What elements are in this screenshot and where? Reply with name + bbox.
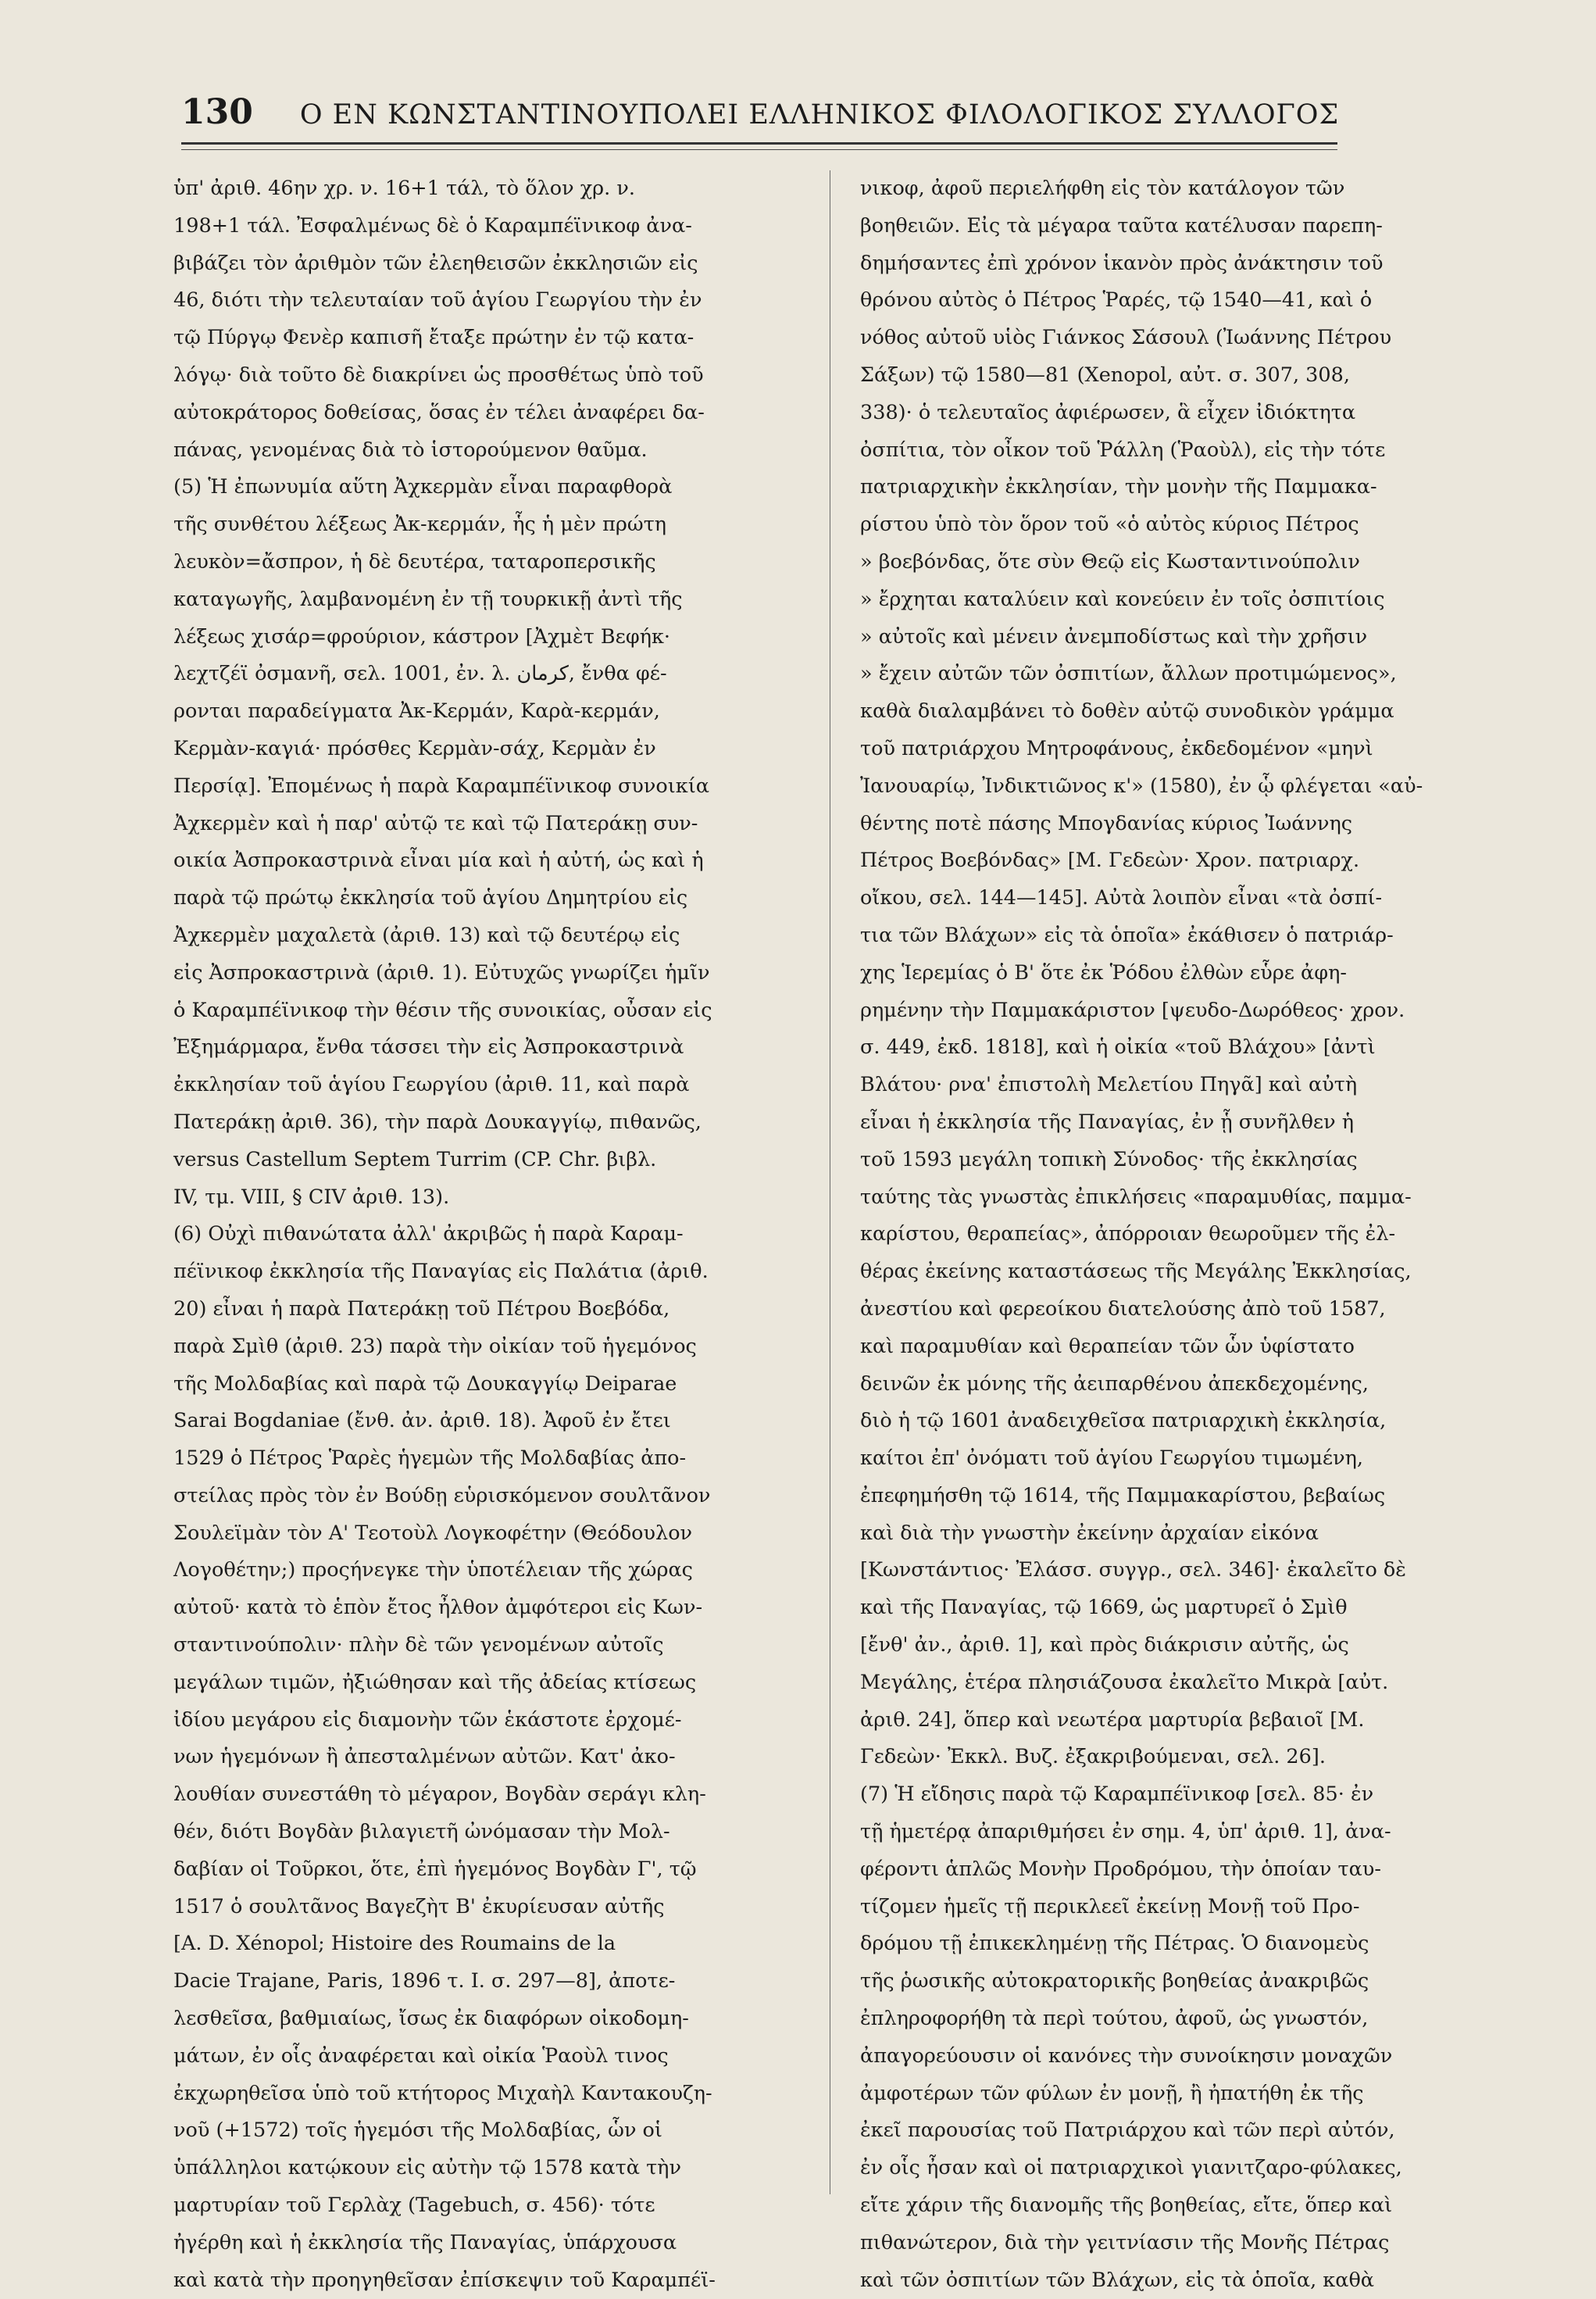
text-line: ταύτης τὰς γνωστὰς ἐπικλήσεις «παραμυθίας, παμμα- (860, 1185, 1412, 1209)
text-line: ἐπεφημήσθη τῷ 1614, τῆς Παμμακαρίστου, βεβαίως (860, 1483, 1386, 1507)
text-line: νόθος αὐτοῦ υἱὸς Γιάνκος Σάσουλ (Ἰωάννης Πέτρου (860, 326, 1392, 350)
text-line: δεινῶν ἐκ μόνης τῆς ἀειπαρθένου ἀπεκδεχομένης, (860, 1371, 1369, 1396)
text-line: 1529 ὁ Πέτρος Ῥαρὲς ἡγεμὼν τῆς Μολδαβίας ἀπο- (173, 1446, 687, 1471)
text-line: μάτων, ἐν οἷς ἀναφέρεται καὶ οἰκία Ῥαοὺλ τινος (173, 2043, 669, 2068)
text-line: ἰδίου μεγάρου εἰς διαμονὴν τῶν ἑκάστοτε ἐρχομέ- (173, 1707, 682, 1732)
text-line: στείλας πρὸς τὸν ἐν Βούδῃ εὑρισκόμενον σουλτᾶνον (173, 1483, 711, 1507)
header-rule-thin (181, 149, 1337, 150)
text-line: δρόμου τῇ ἐπικεκλημένῃ τῆς Πέτρας. Ὁ διανομεὺς (860, 1932, 1369, 1956)
text-line: Sarai Bogdaniae (ἔνθ. ἀν. ἀριθ. 18). Ἀφοῦ ἐν ἔτει (173, 1409, 671, 1433)
text-line: ἠγέρθη καὶ ἡ ἐκκλησία τῆς Παναγίας, ὑπάρχουσα (173, 2230, 677, 2254)
text-line: [Κωνστάντιος· Ἐλάσσ. συγγρ., σελ. 346]· ἐκαλεῖτο δὲ (860, 1558, 1406, 1582)
text-line: δημήσαντες ἐπὶ χρόνον ἱκανὸν πρὸς ἀνάκτησιν τοῦ (860, 251, 1384, 275)
text-line: λόγῳ· διὰ τοῦτο δὲ διακρίνει ὡς προσθέτως ὑπὸ τοῦ (173, 363, 704, 387)
text-line: αὐτοῦ· κατὰ τὸ ἑπὸν ἔτος ἦλθον ἀμφότεροι εἰς Κων- (173, 1596, 703, 1620)
right-column (860, 170, 1491, 2292)
text-line: τῆς ῥωσικῆς αὐτοκρατορικῆς βοηθείας ἀνακριβῶς (860, 1969, 1369, 1993)
text-line: τίζομεν ἡμεῖς τῇ περικλεεῖ ἐκείνῃ Μονῇ τοῦ Προ- (860, 1894, 1360, 1918)
text-line: (6) Οὐχὶ πιθανώτατα ἀλλ' ἀκριβῶς ἡ παρὰ Καραμ- (173, 1222, 684, 1246)
text-line: νων ἡγεμόνων ἢ ἀπεσταλμένων αὐτῶν. Κατ' ἀκο- (173, 1745, 676, 1769)
text-line: Ἰανουαρίῳ, Ἰνδικτιῶνος κ'» (1580), ἐν ᾧ φλέγεται «αὐ- (860, 774, 1423, 798)
text-line: ἐπληροφορήθη τὰ περὶ τούτου, ἀφοῦ, ὡς γνωστόν, (860, 2007, 1369, 2031)
text-line: τῆς Μολδαβίας καὶ παρὰ τῷ Δουκαγγίῳ Deiparae (173, 1371, 677, 1396)
text-line: Σουλεϊμὰν τὸν Α' Τεοτοὺλ Λογκοφέτην (Θεόδουλον (173, 1521, 693, 1545)
text-line: πάνας, γενομένας διὰ τὸ ἱστορούμενον θαῦμα. (173, 438, 648, 462)
text-line: χης Ἱερεμίας ὁ Β' ὅτε ἐκ Ῥόδου ἐλθὼν εὗρε ἀφη- (860, 960, 1347, 985)
text-line: ἐκκλησίαν τοῦ ἁγίου Γεωργίου (ἀριθ. 11, καὶ παρὰ (173, 1073, 690, 1097)
page-number: 130 (181, 92, 253, 132)
text-line: πατριαρχικὴν ἐκκλησίαν, τὴν μονὴν τῆς Παμμακα- (860, 475, 1377, 499)
text-line: παρὰ Σμὶθ (ἀριθ. 23) παρὰ τὴν οἰκίαν τοῦ ἡγεμόνος (173, 1334, 697, 1358)
text-line: » ἔρχηται καταλύειν καὶ κονεύειν ἐν τοῖς ὀσπιτίοις (860, 587, 1385, 611)
text-line: ὑπάλληλοι κατῴκουν εἰς αὐτὴν τῷ 1578 κατὰ τὴν (173, 2156, 681, 2180)
text-line: ἀνεστίου καὶ φερεοίκου διατελούσης ἀπὸ τοῦ 1587, (860, 1296, 1386, 1321)
text-line: Ἀχκερμὲν μαχαλετὰ (ἀριθ. 13) καὶ τῷ δευτέρῳ εἰς (173, 923, 680, 947)
text-line: εἶναι ἡ ἐκκλησία τῆς Παναγίας, ἐν ᾗ συνῆλθεν ἡ (860, 1110, 1355, 1134)
text-line: οικία Ἀσπροκαστρινὰ εἶναι μία καὶ ἡ αὐτή, ὡς καὶ ἡ (173, 849, 704, 873)
text-line: τοῦ πατριάρχου Μητροφάνους, ἐκδεδομένον «μηνὶ (860, 736, 1373, 760)
text-line: καίτοι ἐπ' ὀνόματι τοῦ ἁγίου Γεωργίου τιμωμένη, (860, 1446, 1363, 1471)
text-line: Dacie Trajane, Paris, 1896 τ. I. σ. 297—8], ἀποτε- (173, 1969, 676, 1993)
text-line: » αὐτοῖς καὶ μένειν ἀνεμποδίστως καὶ τὴν χρῆσιν (860, 624, 1368, 649)
text-line: βιβάζει τὸν ἀριθμὸν τῶν ἐλεηθεισῶν ἐκκλησιῶν εἰς (173, 251, 698, 275)
left-column (173, 170, 805, 2292)
text-line: μαρτυρίαν τοῦ Γερλὰχ (Tagebuch, σ. 456)· τότε (173, 2194, 655, 2218)
text-line: ρονται παραδείγματα Ἀκ-Κερμάν, Καρὰ-κερμάν, (173, 699, 660, 724)
text-line: τῷ Πύργῳ Φενὲρ καπισῆ ἔταξε πρώτην ἐν τῷ κατα- (173, 326, 694, 350)
text-line: Γεδεὼν· Ἐκκλ. Βυζ. ἐξακριβούμεναι, σελ. 26]. (860, 1745, 1326, 1769)
text-line: 46, διότι τὴν τελευταίαν τοῦ ἁγίου Γεωργίου τὴν ἐν (173, 288, 702, 313)
text-line: λουθίαν συνεστάθη τὸ μέγαρον, Βογδὰν σεράγι κλη- (173, 1782, 706, 1807)
text-line: λεσθεῖσα, βαθμιαίως, ἴσως ἐκ διαφόρων οἰκοδομη- (173, 2007, 689, 2031)
text-line: Σάξων) τῷ 1580—81 (Xenopol, αὐτ. σ. 307, 308, (860, 363, 1350, 387)
text-line: ἐκεῖ παρουσίας τοῦ Πατριάρχου καὶ τῶν περὶ αὐτόν, (860, 2118, 1395, 2143)
text-line: [A. D. Xénopol; Histoire des Roumains de la (173, 1932, 616, 1956)
text-line: IV, τμ. VIII, § CIV ἀριθ. 13). (173, 1185, 450, 1209)
text-line: Περσίᾳ]. Ἐπομένως ἡ παρὰ Καραμπέϊνικοφ συνοικία (173, 774, 709, 798)
text-line: καὶ κατὰ τὴν προηγηθεῖσαν ἐπίσκεψιν τοῦ Καραμπέϊ- (173, 2268, 716, 2292)
text-line: πιθανώτερον, διὰ τὴν γειτνίασιν τῆς Μονῆς Πέτρας (860, 2230, 1390, 2254)
page-header (181, 92, 1340, 136)
text-line: καὶ τῆς Παναγίας, τῷ 1669, ὡς μαρτυρεῖ ὁ Σμὶθ (860, 1596, 1348, 1620)
text-line: Κερμὰν-καγιά· πρόσθες Κερμὰν-σάχ, Κερμὰν ἐν (173, 736, 656, 760)
text-line: ὁ Καραμπέϊνικοφ τὴν θέσιν τῆς συνοικίας, οὖσαν εἰς (173, 998, 712, 1022)
text-line: καθὰ διαλαμβάνει τὸ δοθὲν αὐτῷ συνοδικὸν γράμμα (860, 699, 1394, 724)
text-line: πέϊνικοφ ἐκκλησία τῆς Παναγίας εἰς Παλάτια (ἀριθ. (173, 1260, 709, 1284)
text-line: » ἔχειν αὐτῶν τῶν ὀσπιτίων, ἄλλων προτιμώμενος», (860, 662, 1397, 686)
text-line: αὐτοκράτορος δοθείσας, ὅσας ἐν τέλει ἀναφέρει δα- (173, 400, 705, 424)
text-line: [ἔνθ' ἀν., ἀριθ. 1], καὶ πρὸς διάκρισιν αὐτῆς, ὡς (860, 1633, 1349, 1657)
text-line: ρημένην τὴν Παμμακάριστον [ψευδο-Δωρόθεος· χρον. (860, 998, 1405, 1022)
text-line: Βλάτου· ρνα' ἐπιστολὴ Μελετίου Πηγᾶ] καὶ αὐτὴ (860, 1073, 1358, 1097)
text-line: » βοεβόνδας, ὅτε σὺν Θεῷ εἰς Κωσταντινούπολιν (860, 549, 1360, 574)
text-line: εἰς Ἀσπροκαστρινὰ (ἀριθ. 1). Εὐτυχῶς γνωρίζει ἡμῖν (173, 960, 710, 985)
text-line: σταντινούπολιν· πλὴν δὲ τῶν γενομένων αὐτοῖς (173, 1633, 664, 1657)
text-line: λέξεως χισάρ=φρούριον, κάστρον [Ἀχμὲτ Βεφήκ· (173, 624, 671, 649)
text-line: (7) Ἡ εἴδησις παρὰ τῷ Καραμπέϊνικοφ [σελ. 85· ἐν (860, 1782, 1374, 1807)
text-line: νικοφ, ἀφοῦ περιελήφθη εἰς τὸν κατάλογον τῶν (860, 177, 1345, 200)
text-line: δαβίαν οἱ Τοῦρκοι, ὅτε, ἐπὶ ἡγεμόνος Βογδὰν Γ', τῷ (173, 1857, 697, 1881)
text-line: 198+1 τάλ. Ἐσφαλμένως δὲ ὁ Καραμπέϊνικοφ ἀνα- (173, 213, 692, 238)
text-line: καταγωγῆς, λαμβανομένη ἐν τῇ τουρκικῇ ἀντὶ τῆς (173, 587, 683, 611)
text-line: φέροντι ἁπλῶς Μονὴν Προδρόμου, τὴν ὁποίαν ταυ- (860, 1857, 1381, 1881)
text-line: καὶ διὰ τὴν γνωστὴν ἐκείνην ἀρχαίαν εἰκόνα (860, 1521, 1319, 1545)
text-line: ρίστου ὑπὸ τὸν ὅρον τοῦ «ὁ αὐτὸς κύριος Πέτρος (860, 513, 1359, 537)
text-line: καὶ παραμυθίαν καὶ θεραπείαν τῶν ὧν ὑφίστατο (860, 1334, 1355, 1358)
text-line: Ἀχκερμὲν καὶ ἡ παρ' αὐτῷ τε καὶ τῷ Πατεράκῃ συν- (173, 811, 698, 835)
text-line: καρίστου, θεραπείας», ἀπόρροιαν θεωροῦμεν τῆς ἐλ- (860, 1222, 1396, 1246)
text-line: ἀμφοτέρων τῶν φύλων ἐν μονῇ, ἢ ἠπατήθη ἐκ τῆς (860, 2081, 1364, 2105)
text-line: ὀσπίτια, τὸν οἶκον τοῦ Ῥάλλη (Ῥαοὺλ), εἰς τὴν τότε (860, 438, 1386, 462)
text-line: εἴτε χάριν τῆς διανομῆς τῆς βοηθείας, εἴτε, ὅπερ καὶ (860, 2194, 1393, 2218)
text-line: θέν, διότι Βογδὰν βιλαγιετῆ ὠνόμασαν τὴν Μολ- (173, 1820, 670, 1844)
text-line: (5) Ἡ ἐπωνυμία αὕτη Ἀχκερμὰν εἶναι παραφθορὰ (173, 475, 673, 499)
text-line: ἐν οἷς ἦσαν καὶ οἱ πατριαρχικοὶ γιανιτζαρο-φύλακες, (860, 2156, 1402, 2180)
text-line: Πέτρος Βοεβόνδας» [Μ. Γεδεὼν· Χρον. πατριαρχ. (860, 849, 1360, 873)
text-line: Λογοθέτην;) προςήνεγκε τὴν ὑποτέλειαν τῆς χώρας (173, 1558, 693, 1582)
text-line: λεχτζέϊ ὀσμανῆ, σελ. 1001, ἐν. λ. كرمان, ἔνθα φέ- (173, 662, 667, 686)
running-title: Ο ΕΝ ΚΩΝΣΤΑΝΤΙΝΟΥΠΟΛΕΙ ΕΛΛΗΝΙΚΟΣ ΦΙΛΟΛΟΓΙΚΟΣ ΣΥΛΛΟΓΟΣ (299, 99, 1340, 131)
text-line: τῇ ἡμετέρᾳ ἀπαριθμήσει ἐν σημ. 4, ὑπ' ἀριθ. 1], ἀνα- (860, 1820, 1391, 1844)
text-line: σ. 449, ἐκδ. 1818], καὶ ἡ οἰκία «τοῦ Βλάχου» [ἀντὶ (860, 1035, 1376, 1060)
text-line: παρὰ τῷ πρώτῳ ἐκκλησία τοῦ ἁγίου Δημητρίου εἰς (173, 886, 688, 910)
text-line: Πατεράκῃ ἀριθ. 36), τὴν παρὰ Δουκαγγίῳ, πιθανῶς, (173, 1110, 702, 1134)
text-line: ἀπαγορεύουσιν οἱ κανόνες τὴν συνοίκησιν μοναχῶν (860, 2043, 1393, 2068)
text-line: τῆς συνθέτου λέξεως Ἀκ-κερμάν, ἧς ἡ μὲν πρώτη (173, 513, 667, 537)
text-line: λευκὸν=ἄσπρον, ἡ δὲ δευτέρα, ταταροπερσικῆς (173, 549, 656, 574)
text-line: θέρας ἐκείνης καταστάσεως τῆς Μεγάλης Ἐκκλησίας, (860, 1260, 1412, 1284)
text-line: θέντης ποτὲ πάσης Μπογδανίας κύριος Ἰωάννης (860, 811, 1353, 835)
text-line: versus Castellum Septem Turrim (CP. Chr. βιβλ. (173, 1147, 657, 1171)
text-line: καὶ τῶν ὀσπιτίων τῶν Βλάχων, εἰς τὰ ὁποῖα, καθὰ (860, 2268, 1375, 2292)
text-line: ἀριθ. 24], ὅπερ καὶ νεωτέρα μαρτυρία βεβαιοῖ [Μ. (860, 1707, 1365, 1732)
text-line: οἴκου, σελ. 144—145]. Αὐτὰ λοιπὸν εἶναι «τὰ ὀσπί- (860, 886, 1383, 910)
text-line: 338)· ὁ τελευταῖος ἀφιέρωσεν, ἃ εἶχεν ἰδιόκτητα (860, 400, 1356, 424)
text-line: τια τῶν Βλάχων» εἰς τὰ ὁποῖα» ἐκάθισεν ὁ πατριάρ- (860, 923, 1394, 947)
header-rule (181, 142, 1337, 145)
text-line: 1517 ὁ σουλτᾶνος Βαγεζὴτ Β' ἐκυρίευσαν αὐτῆς (173, 1894, 665, 1918)
text-line: Μεγάλης, ἑτέρα πλησιάζουσα ἐκαλεῖτο Μικρὰ [αὐτ. (860, 1670, 1389, 1694)
text-line: θρόνου αὐτὸς ὁ Πέτρος Ῥαρές, τῷ 1540—41, καὶ ὁ (860, 288, 1373, 313)
text-line: Ἐξημάρμαρα, ἔνθα τάσσει τὴν εἰς Ἀσπροκαστρινὰ (173, 1035, 684, 1060)
text-line: διὸ ἡ τῷ 1601 ἀναδειχθεῖσα πατριαρχικὴ ἐκκλησία, (860, 1409, 1387, 1433)
text-line: ὑπ' ἀριθ. 46ην χρ. ν. 16+1 τάλ, τὸ ὅλον χρ. ν. (173, 177, 635, 200)
text-line: μεγάλων τιμῶν, ἠξιώθησαν καὶ τῆς ἀδείας κτίσεως (173, 1670, 697, 1694)
text-line: τοῦ 1593 μεγάλη τοπικὴ Σύνοδος· τῆς ἐκκλησίας (860, 1147, 1358, 1171)
text-line: νοῦ (+1572) τοῖς ἡγεμόσι τῆς Μολδαβίας, ὧν οἱ (173, 2118, 662, 2143)
text-line: 20) εἶναι ἡ παρὰ Πατεράκῃ τοῦ Πέτρου Βοεβόδα, (173, 1296, 670, 1321)
text-line: ἐκχωρηθεῖσα ὑπὸ τοῦ κτήτορος Μιχαὴλ Καντακουζη- (173, 2081, 712, 2105)
text-line: βοηθειῶν. Εἰς τὰ μέγαρα ταῦτα κατέλυσαν παρεπη- (860, 213, 1383, 238)
